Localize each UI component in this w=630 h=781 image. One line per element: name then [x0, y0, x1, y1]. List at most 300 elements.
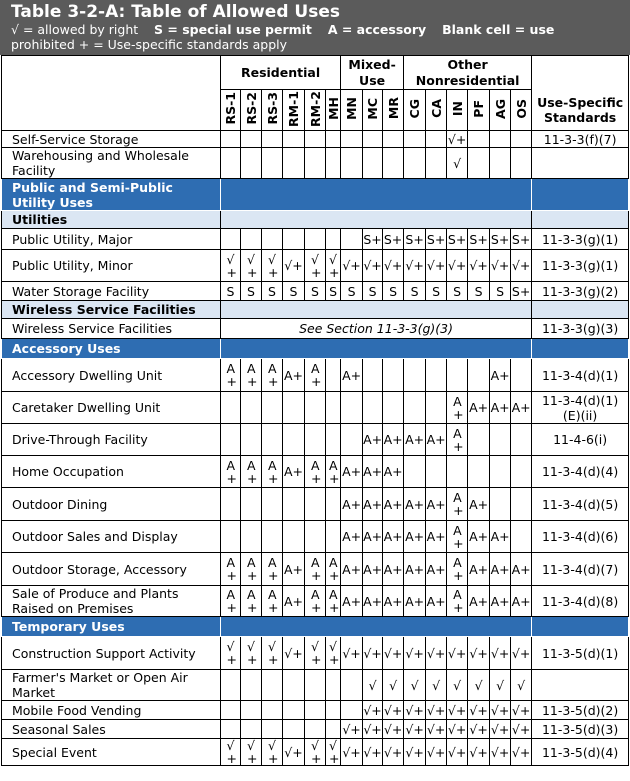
cell-rm-2: A +: [305, 553, 326, 586]
cell-mr: A+: [383, 424, 404, 456]
cell-ca: √+: [426, 250, 447, 282]
cell-mh: [326, 148, 341, 179]
cell-cg: √+: [404, 250, 426, 282]
cell-os: √+: [511, 739, 532, 766]
cell-ag: √: [490, 670, 511, 701]
cell-ca: [426, 392, 447, 424]
section-temporary-uses: [2, 617, 629, 637]
cell-rs-3: √ +: [262, 637, 283, 670]
cell-os: √: [511, 670, 532, 701]
use-label: Farmer's Market or Open Air Market: [2, 670, 221, 701]
cell-pf: √+: [469, 721, 488, 737]
cell-rs-1: A +: [221, 586, 241, 617]
use-specific-standard: [532, 148, 629, 179]
cell-ag: A+: [490, 553, 511, 586]
cell-in: A +: [447, 586, 468, 617]
cell-mh: [326, 701, 341, 720]
cell-mn: √+: [341, 739, 363, 766]
table-row-construction-support-activity: [2, 637, 629, 670]
cell-ca: √+: [426, 702, 446, 718]
cell-mr: [383, 359, 404, 392]
cell-mh: [326, 229, 341, 250]
cell-rs-1: A +: [221, 456, 241, 488]
cell-rs-2: S: [241, 282, 262, 301]
use-specific-standard: 11-3-4(d)(4): [532, 456, 629, 488]
district-mh: MH: [326, 90, 341, 131]
cell-pf: √+: [469, 702, 488, 718]
cell-os: √+: [511, 702, 531, 718]
cell-rm-1: [283, 148, 305, 179]
cell-rs-2: [241, 424, 262, 456]
cell-rs-1: [221, 521, 241, 553]
cell-ag: [490, 148, 511, 179]
district-mr: MR: [383, 90, 404, 131]
cell-mh: [326, 670, 341, 701]
cell-in: [447, 359, 468, 392]
cell-in: √+: [447, 250, 468, 282]
cell-rm-1: √+: [283, 739, 305, 766]
table-row-home-occupation: [2, 456, 629, 488]
table-header: [0, 0, 630, 55]
use-specific-standard: 11-3-3(g)(1): [532, 250, 629, 282]
cell-mn: √+: [342, 721, 361, 737]
cell-mn: A+: [341, 488, 363, 521]
cell-rm-1: A+: [283, 586, 305, 617]
cell-os: √+: [511, 250, 532, 282]
cell-mh: A +: [326, 586, 341, 617]
table-row-farmer-s-market-or-open-air-market: [2, 670, 629, 701]
table-row-outdoor-storage-accessory: [2, 553, 629, 586]
use-label: Outdoor Storage, Accessory: [2, 553, 221, 586]
cell-ag: S: [490, 282, 511, 301]
use-specific-standard: 11-3-4(d)(6): [532, 521, 629, 553]
cell-in: S+: [447, 229, 468, 250]
use-specific-standard: 11-3-3(g)(1): [532, 229, 629, 250]
cell-cg: [404, 392, 426, 424]
cell-rs-1: A +: [221, 553, 241, 586]
table-row-public-utility-major: [2, 229, 629, 250]
cell-pf: √+: [468, 637, 490, 670]
cell-ca: A+: [426, 488, 447, 521]
cell-mn: [341, 148, 363, 179]
use-label: Drive-Through Facility: [2, 424, 221, 456]
cell-mn: A+: [341, 586, 363, 617]
cell-mc: √+: [363, 721, 382, 737]
use-specific-standard: 11-3-4(d)(1): [532, 359, 629, 392]
cell-rm-2: A +: [305, 359, 326, 392]
cell-cg: A+: [404, 553, 426, 586]
cell-mc: [363, 359, 383, 392]
cell-in: A +: [447, 553, 468, 586]
cell-rs-3: [262, 521, 283, 553]
cell-rs-3: √ +: [262, 250, 283, 282]
cell-rs-1: √ +: [221, 739, 241, 766]
district-rs-1: RS-1: [221, 90, 241, 131]
district-header-row: [2, 90, 629, 131]
cell-pf: [468, 424, 490, 456]
section-label: Utilities: [2, 211, 221, 229]
cell-rm-2: √ +: [305, 739, 326, 766]
cell-rs-2: [241, 148, 262, 179]
table-row-warehousing-and-wholesale-facility: [2, 148, 629, 179]
table-row-caretaker-dwelling-unit: [2, 392, 629, 424]
cell-rm-1: √+: [283, 250, 305, 282]
cell-mn: S: [341, 282, 363, 301]
cell-ca: [426, 456, 447, 488]
cell-mr: A+: [383, 553, 404, 586]
cell-mr: [383, 148, 404, 179]
cell-rs-3: [262, 148, 283, 179]
cell-pf: √: [468, 670, 490, 701]
cell-rs-1: [221, 701, 241, 720]
cell-ag: √+: [490, 250, 511, 282]
group-header-row: [2, 56, 629, 90]
use-label: Self-Service Storage: [2, 131, 221, 148]
cell-mc: A+: [363, 553, 383, 586]
cell-rs-3: A +: [262, 586, 283, 617]
cell-cg: [404, 148, 426, 179]
group-residential: Residential: [221, 56, 341, 90]
legend-special: S = special use permit: [154, 22, 312, 37]
cell-mn: [341, 670, 363, 701]
cell-mc: A+: [363, 456, 383, 488]
cell-rs-1: [221, 720, 241, 739]
section-label: Accessory Uses: [2, 339, 221, 359]
cell-in: √+: [447, 721, 467, 737]
use-label: Special Event: [2, 739, 221, 766]
cell-rm-2: [305, 670, 326, 701]
section-public-and-semi-public-utility-uses: [2, 179, 629, 211]
cell-mc: √: [363, 670, 383, 701]
table-row-seasonal-sales: [2, 720, 629, 739]
district-in: IN: [447, 90, 468, 131]
cell-mr: A+: [383, 456, 404, 488]
cell-mc: S: [363, 282, 383, 301]
cell-ca: √+: [426, 721, 446, 737]
use-specific-standard: 11-3-5(d)(3): [532, 720, 629, 739]
cell-rs-3: A +: [262, 359, 283, 392]
legend-allowed: √ = allowed by right: [11, 22, 139, 37]
cell-mh: [326, 488, 341, 521]
cell-mc: √+: [363, 739, 383, 766]
cell-ca: [426, 148, 447, 179]
use-label: Accessory Dwelling Unit: [2, 359, 221, 392]
cell-pf: A+: [468, 586, 490, 617]
cell-rs-1: [221, 670, 241, 701]
cell-mh: A +: [326, 456, 341, 488]
cell-ag: √+: [490, 637, 511, 670]
cell-ca: [426, 131, 447, 148]
cell-mh: √ +: [326, 739, 341, 766]
cell-mn: [341, 131, 363, 148]
cell-rm-2: [305, 488, 326, 521]
district-ca: CA: [426, 90, 447, 131]
cell-mn: [341, 392, 363, 424]
cell-rm-1: [283, 392, 305, 424]
use-specific-standard: 11-3-5(d)(2): [532, 701, 629, 720]
cell-rm-2: √ +: [305, 250, 326, 282]
cell-rs-2: [241, 229, 262, 250]
cell-rs-2: A +: [241, 456, 262, 488]
cell-mn: A+: [341, 553, 363, 586]
use-specific-standard: 11-3-4(d)(8): [532, 586, 629, 617]
cell-rm-2: A +: [305, 456, 326, 488]
cell-cg: [404, 131, 426, 148]
cell-mn: [341, 424, 363, 456]
cell-in: √: [447, 148, 468, 179]
cell-rs-3: A +: [262, 456, 283, 488]
table-row-self-service-storage: [2, 131, 629, 148]
cell-ca: √+: [426, 739, 447, 766]
cell-rm-2: [305, 720, 326, 739]
cell-mn: √+: [341, 637, 363, 670]
cell-pf: A+: [468, 521, 490, 553]
district-rm-1: RM-1: [283, 90, 305, 131]
cell-rs-1: A +: [221, 359, 241, 392]
cell-mn: A+: [341, 521, 363, 553]
cell-ag: S+: [490, 229, 511, 250]
cell-ca: A+: [426, 586, 447, 617]
use-label: Construction Support Activity: [2, 637, 221, 670]
cell-cg: [404, 456, 426, 488]
cell-mh: S: [326, 282, 341, 301]
cell-mr: √+: [383, 702, 403, 718]
cell-cg: S: [404, 282, 426, 301]
cell-rs-1: [221, 131, 241, 148]
district-pf: PF: [468, 90, 490, 131]
cell-pf: A+: [468, 392, 490, 424]
cell-os: A+: [511, 392, 532, 424]
cell-rs-1: [221, 488, 241, 521]
legend-blank: Blank cell = use: [442, 22, 555, 37]
cell-ca: A+: [426, 553, 447, 586]
cell-rs-1: [221, 148, 241, 179]
cell-mh: [326, 131, 341, 148]
use-label: Wireless Service Facilities: [2, 319, 221, 339]
cell-cg: A+: [404, 488, 426, 521]
cell-in: A +: [447, 521, 468, 553]
use-specific-standard: 11-3-5(d)(4): [532, 739, 629, 766]
cell-os: √+: [511, 637, 532, 670]
cell-os: A+: [511, 553, 532, 586]
cell-in: √+: [447, 637, 468, 670]
cell-ag: A+: [490, 521, 511, 553]
cell-os: [511, 521, 532, 553]
cell-cg: S+: [404, 229, 426, 250]
cell-ca: A+: [426, 424, 447, 456]
cell-mn: √+: [341, 250, 363, 282]
cell-rs-2: [241, 131, 262, 148]
cell-in: A +: [447, 424, 468, 456]
cell-ag: A+: [490, 392, 511, 424]
cell-rm-2: [305, 521, 326, 553]
subsection-utilities: [2, 211, 629, 229]
district-mc: MC: [363, 90, 383, 131]
legend-line-2: prohibited + = Use-specific standards apply: [11, 37, 288, 52]
use-specific-standard: 11-3-3(f)(7): [532, 131, 629, 148]
use-specific-standard: 11-3-4(d)(7): [532, 553, 629, 586]
cell-ag: A+: [490, 359, 511, 392]
cell-mc: A+: [363, 424, 383, 456]
cell-mn: [341, 701, 363, 720]
use-specific-standard: 11-3-5(d)(1): [532, 637, 629, 670]
cell-mc: √+: [363, 250, 383, 282]
section-accessory-uses: [2, 339, 629, 359]
cell-mr: √+: [383, 739, 404, 766]
cell-mc: √+: [363, 702, 382, 718]
cell-cg: √+: [404, 637, 426, 670]
district-mn: MN: [341, 90, 363, 131]
cell-ag: [490, 488, 511, 521]
cell-rm-1: A+: [283, 359, 305, 392]
cell-rm-2: √ +: [305, 637, 326, 670]
use-label: Public Utility, Minor: [2, 250, 221, 282]
table-title: Table 3-2-A: Table of Allowed Uses: [11, 2, 340, 22]
cell-in: A +: [447, 392, 468, 424]
cell-rm-2: [305, 229, 326, 250]
cell-in: [447, 456, 468, 488]
cell-rs-1: √ +: [221, 637, 241, 670]
cell-mr: A+: [383, 586, 404, 617]
cell-os: S+: [511, 283, 531, 299]
cell-rs-3: [262, 701, 283, 720]
cell-in: S: [447, 282, 468, 301]
cell-mc: [363, 131, 383, 148]
cell-mh: A +: [326, 553, 341, 586]
cell-ag: √+: [490, 702, 510, 718]
cell-cg: √+: [405, 721, 424, 737]
table-row-outdoor-dining: [2, 488, 629, 521]
cell-rm-1: S: [283, 282, 305, 301]
cell-mr: A+: [383, 488, 404, 521]
cell-cg: √+: [404, 739, 426, 766]
cell-mc: [363, 392, 383, 424]
cell-rs-3: A +: [262, 553, 283, 586]
cell-mc: A+: [363, 521, 383, 553]
table-row-water-storage-facility: [2, 282, 629, 301]
cell-ag: A+: [490, 586, 511, 617]
cell-rm-2: [305, 148, 326, 179]
cell-os: [511, 488, 532, 521]
cell-mc: √+: [363, 637, 383, 670]
cell-in: √+: [447, 131, 467, 147]
district-cg: CG: [404, 90, 426, 131]
cell-rs-3: S: [262, 282, 283, 301]
cell-mr: √: [383, 670, 404, 701]
cell-rm-2: [305, 424, 326, 456]
use-specific-standards-header: Use-Specific Standards: [532, 90, 629, 131]
district-rs-2: RS-2: [241, 90, 262, 131]
cell-mc: S+: [363, 229, 383, 250]
cell-os: S+: [511, 229, 532, 250]
district-os: OS: [511, 90, 532, 131]
use-specific-standard: 11-4-6(i): [532, 424, 629, 456]
cell-rs-2: [241, 488, 262, 521]
cell-rm-1: [283, 720, 305, 739]
use-specific-standard: 11-3-3(g)(2): [532, 282, 629, 301]
cell-mh: √ +: [326, 637, 341, 670]
cell-mr: [383, 131, 404, 148]
table-row-sale-of-produce-and-plants-raised-on-premises: [2, 586, 629, 617]
use-label: Outdoor Sales and Display: [2, 521, 221, 553]
cell-pf: A+: [468, 488, 490, 521]
use-specific-standard: 11-3-4(d)(1) (E)(ii): [532, 392, 629, 424]
cell-mr: √+: [383, 250, 404, 282]
cell-ca: A+: [426, 521, 447, 553]
use-specific-standard: [532, 670, 629, 701]
district-ag: AG: [490, 90, 511, 131]
cell-ca: S: [426, 282, 447, 301]
cell-mh: [326, 392, 341, 424]
cell-mr: A+: [383, 521, 404, 553]
cell-mr: √+: [383, 721, 403, 737]
cell-mr: S: [383, 282, 404, 301]
subsection-wireless-service-facilities: [2, 301, 629, 319]
table-row-public-utility-minor: [2, 250, 629, 282]
cell-os: [511, 131, 532, 148]
cell-pf: S: [468, 282, 490, 301]
cell-ag: [490, 131, 511, 148]
cell-mr: √+: [383, 637, 404, 670]
use-label: Caretaker Dwelling Unit: [2, 392, 221, 424]
table-row-accessory-dwelling-unit: [2, 359, 629, 392]
cell-rm-1: [283, 488, 305, 521]
cell-mn: A+: [341, 456, 363, 488]
cell-rs-3: [262, 424, 283, 456]
see-section-note: See Section 11-3-3(g)(3): [221, 319, 532, 339]
cell-rs-2: A +: [241, 553, 262, 586]
section-label: Temporary Uses: [2, 617, 221, 637]
use-label: Seasonal Sales: [2, 720, 221, 739]
table-row-drive-through-facility: [2, 424, 629, 456]
use-label: Sale of Produce and Plants Raised on Premises: [2, 586, 221, 617]
use-specific-standard: 11-3-4(d)(5): [532, 488, 629, 521]
cell-pf: [468, 359, 490, 392]
cell-pf: [468, 131, 490, 148]
cell-cg: A+: [404, 424, 426, 456]
cell-mr: S+: [383, 229, 404, 250]
cell-mh: [326, 521, 341, 553]
cell-os: [511, 424, 532, 456]
cell-os: A+: [511, 586, 532, 617]
cell-rm-2: [305, 131, 326, 148]
use-label: Home Occupation: [2, 456, 221, 488]
table-row-mobile-food-vending: [2, 701, 629, 720]
cell-rm-1: A+: [283, 456, 305, 488]
cell-rs-3: [262, 720, 283, 739]
cell-os: [511, 148, 532, 179]
cell-ca: √: [426, 670, 447, 701]
cell-rm-1: [283, 670, 305, 701]
use-label: Water Storage Facility: [2, 282, 221, 301]
use-label: Public Utility, Major: [2, 229, 221, 250]
cell-in: √: [447, 670, 468, 701]
cell-ag: [490, 456, 511, 488]
cell-ag: √+: [490, 721, 510, 737]
section-label: Wireless Service Facilities: [2, 301, 221, 319]
cell-rs-2: [241, 521, 262, 553]
district-rm-2: RM-2: [305, 90, 326, 131]
cell-rm-2: S: [305, 282, 326, 301]
cell-os: √+: [511, 721, 531, 737]
cell-rs-3: √ +: [262, 739, 283, 766]
cell-mc: A+: [363, 488, 383, 521]
group-mixed-use: Mixed- Use: [341, 56, 404, 90]
cell-pf: √+: [468, 250, 490, 282]
cell-pf: S+: [468, 229, 490, 250]
cell-rs-1: [221, 229, 241, 250]
allowed-uses-table: [1, 55, 629, 766]
